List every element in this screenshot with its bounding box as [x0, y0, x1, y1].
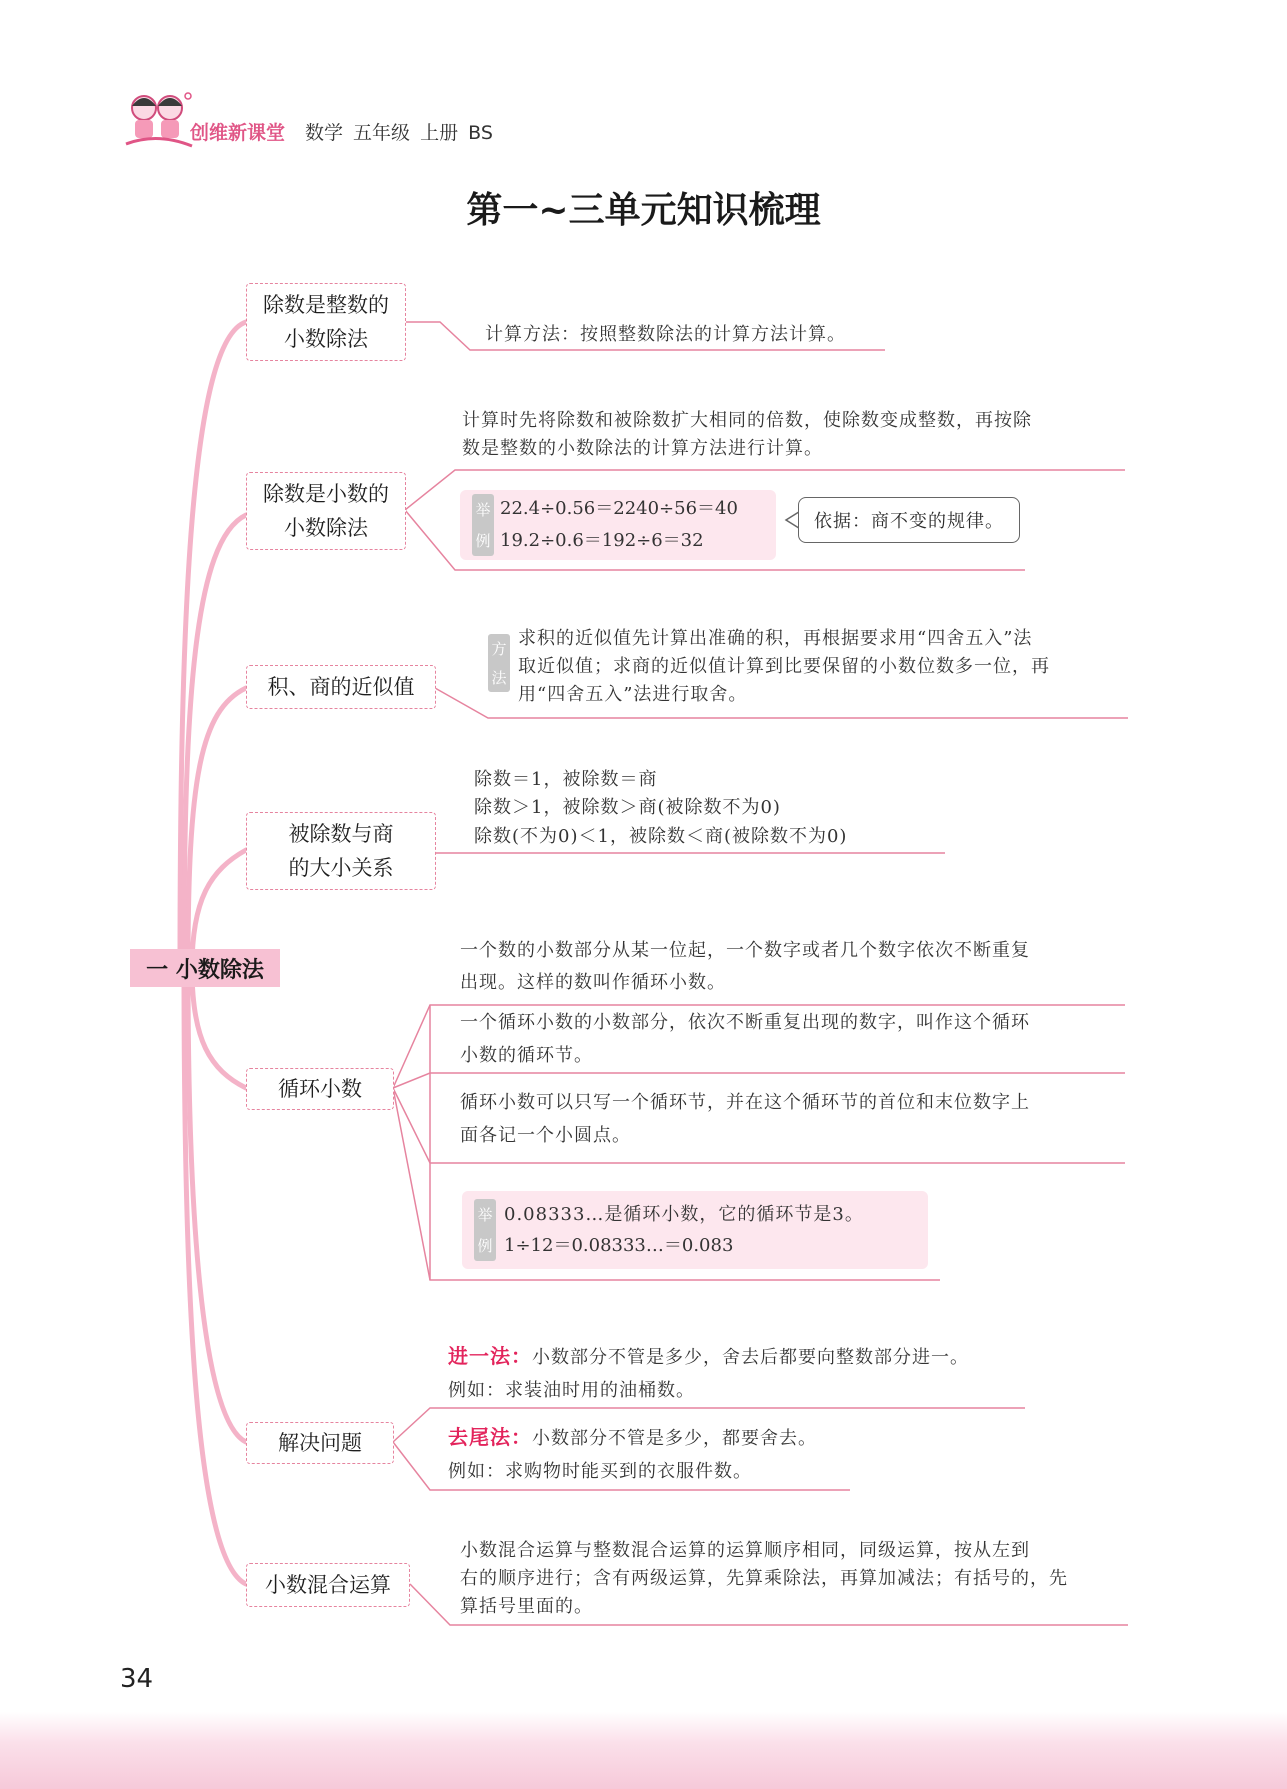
b5-example-line1: 0.08333…是循环小数，它的循环节是3。 — [504, 1204, 864, 1225]
b2-example-line1: 22.4÷0.56＝2240÷56＝40 — [500, 498, 738, 519]
page-number: 34 — [120, 1664, 154, 1694]
b5-example-line2: 1÷12＝0.08333…＝0.083 — [504, 1235, 734, 1256]
branch-size-relation — [246, 812, 436, 890]
branch-problem-solving: 解决问题 — [246, 1422, 394, 1464]
brand-name: 创维新课堂 — [190, 122, 286, 144]
branch-repeating-decimal: 循环小数 — [246, 1068, 394, 1110]
b3-text-line2: 取近似值；求商的近似值计算到比要保留的小数位数多一位，再 — [518, 656, 1050, 677]
footer-band — [0, 1712, 1287, 1789]
b6-truncate-example: 例如：求购物时能买到的衣服件数。 — [448, 1461, 752, 1482]
b3-text-line3: 用“四舍五入”法进行取舍。 — [518, 684, 748, 705]
b5-cycle-line2: 小数的循环节。 — [460, 1045, 593, 1066]
b6-round-up-line — [448, 1342, 969, 1372]
b5-definition-line1: 一个数的小数部分从某一位起，一个数字或者几个数字依次不断重复 — [460, 940, 1030, 961]
truncate-method-text: 小数部分不管是多少，都要舍去。 — [532, 1428, 817, 1449]
root-topic: 一 小数除法 — [130, 949, 280, 987]
branch-approximation: 积、商的近似值 — [246, 665, 436, 709]
b3-text-line1: 求积的近似值先计算出准确的积，再根据要求用“四舍五入”法 — [518, 628, 1033, 649]
branch-label-line1: 被除数与商 — [288, 822, 394, 846]
page-title: 第一~三单元知识梳理 — [466, 190, 821, 231]
round-up-method-name: 进一法： — [448, 1344, 532, 1368]
b2-example-line2: 19.2÷0.6＝192÷6＝32 — [500, 530, 704, 551]
branch-label-line2: 小数除法 — [284, 516, 368, 540]
example-tag: 举 例 — [474, 1199, 496, 1261]
b5-notation-line2: 面各记一个小圆点。 — [460, 1125, 631, 1146]
b4-rule-1: 除数＝1，被除数＝商 — [474, 769, 658, 790]
b4-rule-3: 除数(不为0)＜1，被除数＜商(被除数不为0) — [474, 826, 848, 847]
b6-truncate-line — [448, 1423, 817, 1453]
branch-mixed-operations: 小数混合运算 — [246, 1563, 410, 1607]
round-up-method-text: 小数部分不管是多少，舍去后都要向整数部分进一。 — [532, 1347, 969, 1368]
branch-integer-divisor — [246, 283, 406, 361]
book-meta: 数学 五年级 上册 BS — [305, 122, 493, 144]
b7-text-line3: 算括号里面的。 — [460, 1596, 593, 1617]
truncate-method-name: 去尾法： — [448, 1425, 532, 1449]
branch-curve-2 — [184, 515, 246, 968]
b1-method-text: 计算方法：按照整数除法的计算方法计算。 — [485, 324, 846, 345]
branch-label-line2: 的大小关系 — [288, 856, 394, 880]
b5-notation-line1: 循环小数可以只写一个循环节，并在这个循环节的首位和末位数字上 — [460, 1092, 1030, 1113]
method-tag: 方 法 — [488, 634, 510, 692]
b2-text-line1: 计算时先将除数和被除数扩大相同的倍数，使除数变成整数，再按除 — [462, 410, 1032, 431]
branch-label-line1: 除数是小数的 — [263, 482, 389, 506]
branch-label-line2: 小数除法 — [284, 327, 368, 351]
b2-basis-note: 依据：商不变的规律。 — [798, 497, 1020, 543]
b6-round-up-example: 例如：求装油时用的油桶数。 — [448, 1380, 695, 1401]
example-tag: 举 例 — [472, 494, 494, 556]
b2-text-line2: 数是整数的小数除法的计算方法进行计算。 — [462, 438, 823, 459]
b7-text-line1: 小数混合运算与整数混合运算的运算顺序相同，同级运算，按从左到 — [460, 1540, 1030, 1561]
b5-cycle-line1: 一个循环小数的小数部分，依次不断重复出现的数字，叫作这个循环 — [460, 1012, 1030, 1033]
branch-decimal-divisor — [246, 472, 406, 550]
b5-definition-line2: 出现。这样的数叫作循环小数。 — [460, 972, 726, 993]
b7-text-line2: 右的顺序进行；含有两级运算，先算乘除法，再算加减法；有括号的，先 — [460, 1568, 1068, 1589]
b4-rule-2: 除数＞1，被除数＞商(被除数不为0) — [474, 797, 781, 818]
branch-label-line1: 除数是整数的 — [263, 293, 389, 317]
